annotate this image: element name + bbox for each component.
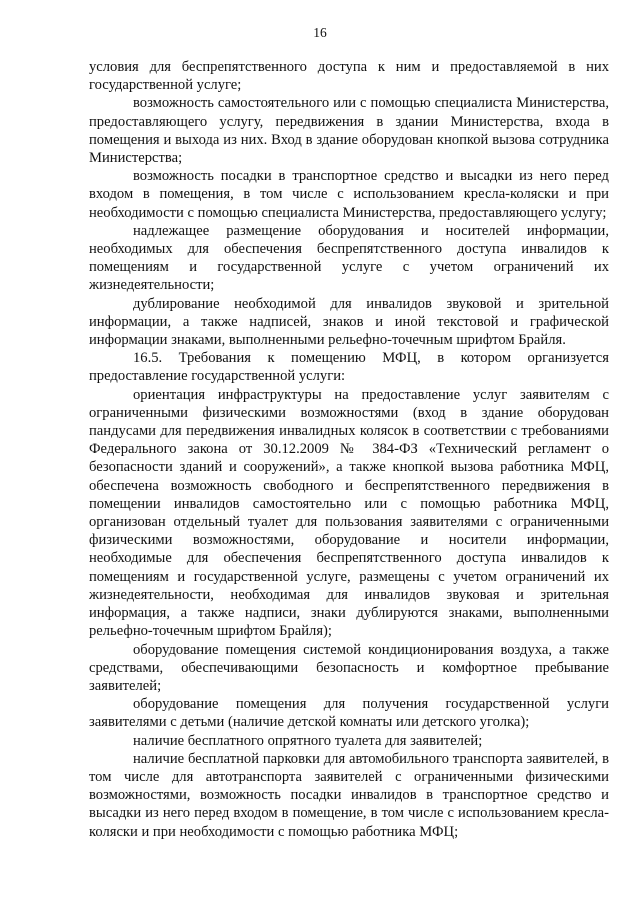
section-heading-paragraph: 16.5. Требования к помещению МФЦ, в котором организуется предоставление государственной услуги: xyxy=(89,350,609,385)
paragraph: надлежащее размещение оборудования и носителей информации, необходимых для обеспечения беспрепятственного доступа инвалидов к помещениям и государственной услуге с учетом ограничений их жизнедеятельности; xyxy=(89,222,609,294)
page-number: 16 xyxy=(313,25,327,40)
paragraph: возможность самостоятельного или с помощью специалиста Министерства, предоставляющего услугу, передвижения в здании Министерства, входа в помещения и выхода из них. Вход в здание оборудован кнопкой вызова сотрудника Министерства; xyxy=(89,95,609,167)
paragraph: возможность посадки в транспортное средство и высадки из него перед входом в помещения, в том числе с использованием кресла-коляски и при необходимости с помощью специалиста Министерства, предоставляющего услугу; xyxy=(89,168,609,221)
paragraph: ориентация инфраструктуры на предоставление услуг заявителям с ограниченными физическими возможностями (вход в здание оборудован пандусами для передвижения инвалидных колясок в соответствии с требованиями Федерального закона от 30.12.2009 № 384-ФЗ «Технический регламент о безопасности зданий и сооружений», а также кнопкой вызова работника МФЦ, обеспечена возможность свободного и беспрепятственного передвижения в помещении инвалидов самостоятельно или с помощью работника МФЦ, организован отдельный туалет для пользования заявителями с ограниченными физическими возможностями, оборудование и носители информации, необходимые для обеспечения беспрепятственного доступа инвалидов к помещениям и государственной услуге, размещены с учетом ограничений их жизнедеятельности, необходимая для инвалидов звуковая и зрительная информация, а также надписи, знаки дублируются знаками, выполненными рельефно-точечным шрифтом Брайля); xyxy=(89,386,609,640)
document-body xyxy=(89,58,609,841)
paragraph: дублирование необходимой для инвалидов звуковой и зрительной информации, а также надписей, знаков и иной текстовой и графической информации знаками, выполненными рельефно-точечным шрифтом Брайля. xyxy=(89,295,609,349)
paragraph: наличие бесплатной парковки для автомобильного транспорта заявителей, в том числе для автотранспорта заявителей с ограниченными физическими возможностями, возможность посадки инвалидов в транспортное средство и высадки из него перед входом в помещение, в том числе с использованием кресла-коляски и при необходимости с помощью работника МФЦ; xyxy=(89,750,609,840)
paragraph: условия для беспрепятственного доступа к ним и предоставляемой в них государственной услуге; xyxy=(89,59,609,94)
paragraph: наличие бесплатного опрятного туалета для заявителей; xyxy=(133,732,483,749)
paragraph: оборудование помещения для получения государственной услуги заявителями с детьми (наличие детской комнаты или детского уголка); xyxy=(89,696,609,731)
paragraph: оборудование помещения системой кондиционирования воздуха, а также средствами, обеспечивающими безопасность и комфортное пребывание заявителей; xyxy=(89,641,609,694)
